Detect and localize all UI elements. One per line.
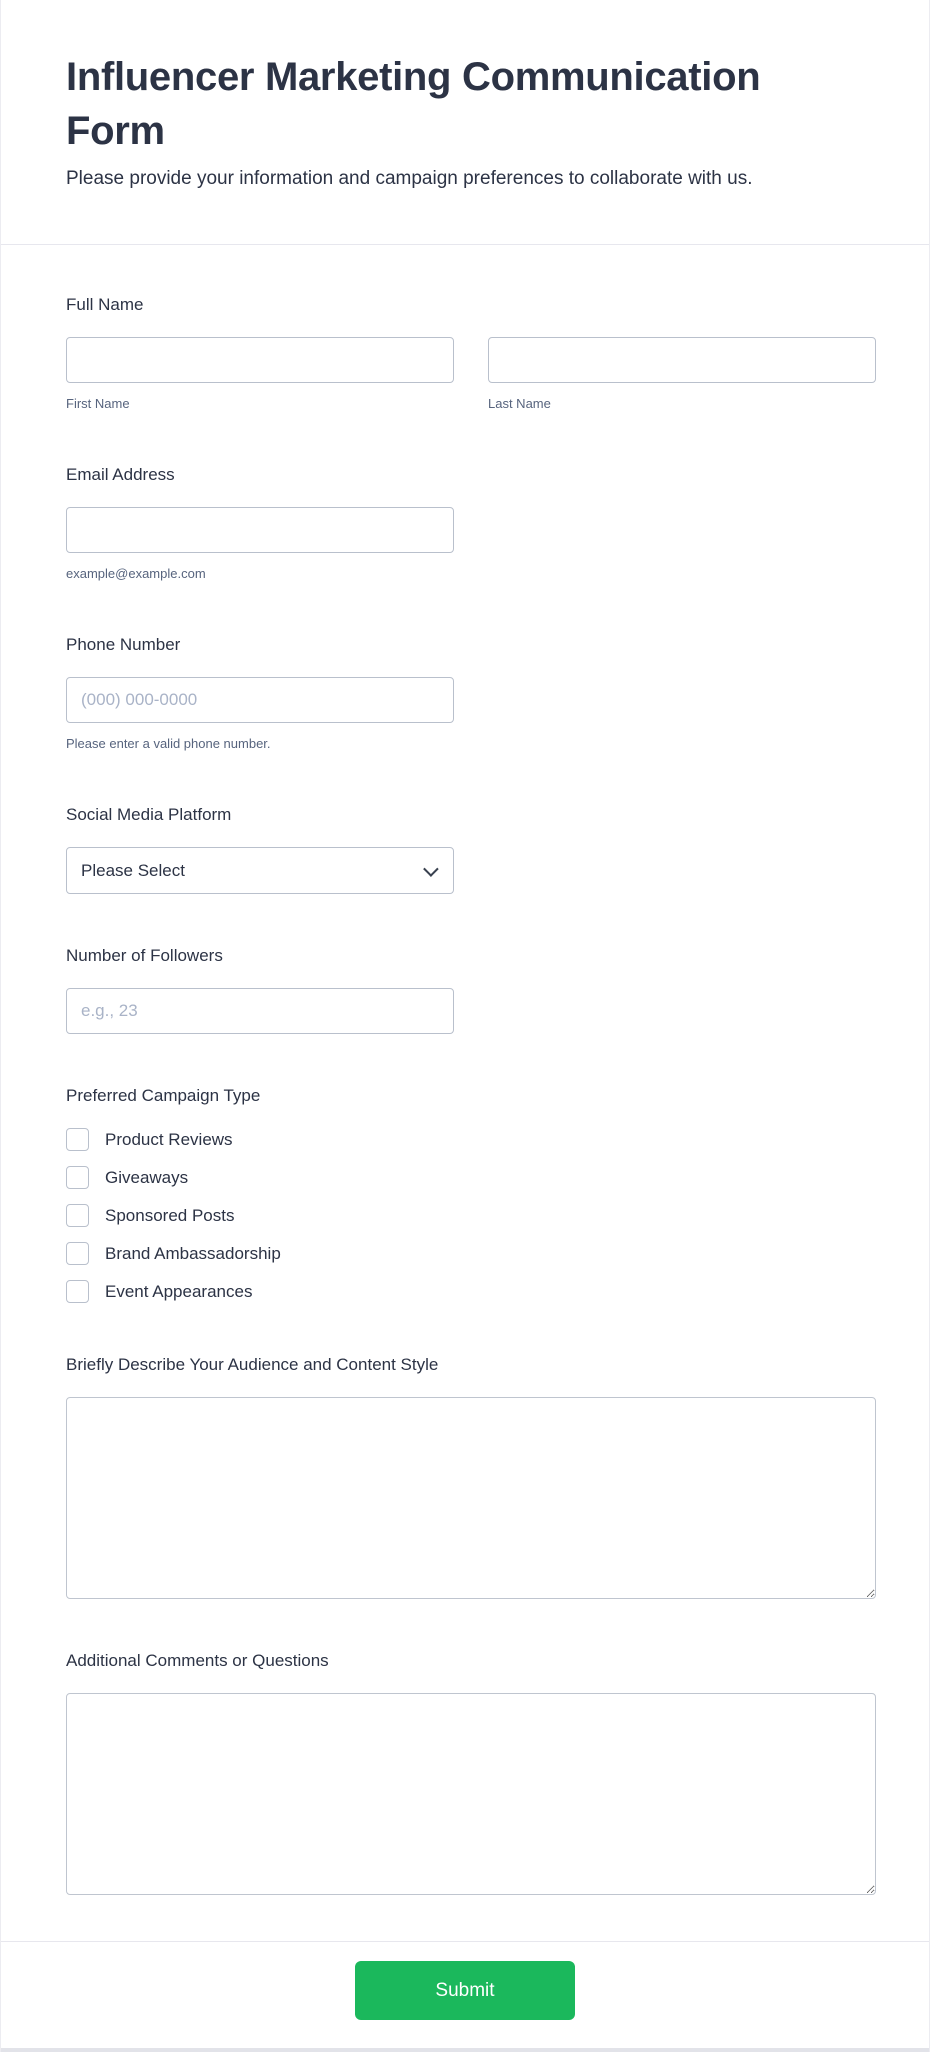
checkbox-option-brand-ambassadorship[interactable] — [66, 1242, 874, 1265]
field-platform — [66, 803, 874, 894]
field-email — [66, 463, 874, 583]
phone-sublabel: Please enter a valid phone number. — [66, 736, 271, 751]
field-followers — [66, 944, 874, 1034]
checkbox-label: Sponsored Posts — [105, 1206, 235, 1225]
first-name-input[interactable] — [66, 337, 454, 383]
checkbox-option-sponsored-posts[interactable] — [66, 1204, 874, 1227]
field-full-name — [66, 293, 874, 413]
last-name-input[interactable] — [488, 337, 876, 383]
page-bottom-edge — [1, 2048, 929, 2052]
checkbox-icon[interactable] — [66, 1242, 89, 1265]
checkbox-option-product-reviews[interactable] — [66, 1128, 874, 1151]
form-subtitle: Please provide your information and campaign preferences to collaborate with us. — [66, 168, 753, 189]
followers-label: Number of Followers — [66, 946, 223, 965]
campaign-type-options — [66, 1128, 874, 1303]
checkbox-label: Product Reviews — [105, 1130, 233, 1149]
checkbox-option-giveaways[interactable] — [66, 1166, 874, 1189]
comments-label: Additional Comments or Questions — [66, 1651, 329, 1670]
checkbox-label: Event Appearances — [105, 1282, 253, 1301]
audience-label: Briefly Describe Your Audience and Content Style — [66, 1355, 439, 1374]
email-sublabel: example@example.com — [66, 566, 206, 581]
field-comments — [66, 1649, 874, 1895]
field-campaign-type — [66, 1084, 874, 1303]
comments-textarea[interactable] — [66, 1693, 876, 1895]
checkbox-icon[interactable] — [66, 1204, 89, 1227]
audience-textarea[interactable] — [66, 1397, 876, 1599]
submit-row — [1, 1942, 929, 2020]
form-body — [1, 245, 929, 1895]
email-input[interactable] — [66, 507, 454, 553]
full-name-label: Full Name — [66, 295, 144, 314]
phone-input[interactable] — [66, 677, 454, 723]
checkbox-label: Brand Ambassadorship — [105, 1244, 281, 1263]
first-name-sublabel: First Name — [66, 396, 130, 411]
field-audience — [66, 1353, 874, 1599]
checkbox-icon[interactable] — [66, 1280, 89, 1303]
checkbox-icon[interactable] — [66, 1166, 89, 1189]
chevron-down-icon — [423, 861, 439, 877]
checkbox-label: Giveaways — [105, 1168, 189, 1187]
checkbox-icon[interactable] — [66, 1128, 89, 1151]
phone-label: Phone Number — [66, 635, 181, 654]
checkbox-option-event-appearances[interactable] — [66, 1280, 874, 1303]
platform-select[interactable] — [66, 847, 454, 894]
platform-label: Social Media Platform — [66, 805, 232, 824]
form-title: Influencer Marketing Communication Form — [66, 55, 761, 153]
submit-button[interactable]: Submit — [355, 1961, 575, 2020]
platform-select-value: Please Select — [81, 860, 185, 880]
last-name-sublabel: Last Name — [488, 396, 551, 411]
email-label: Email Address — [66, 465, 175, 484]
campaign-type-label: Preferred Campaign Type — [66, 1086, 261, 1105]
field-phone — [66, 633, 874, 753]
form-header — [1, 0, 929, 244]
followers-input[interactable] — [66, 988, 454, 1034]
